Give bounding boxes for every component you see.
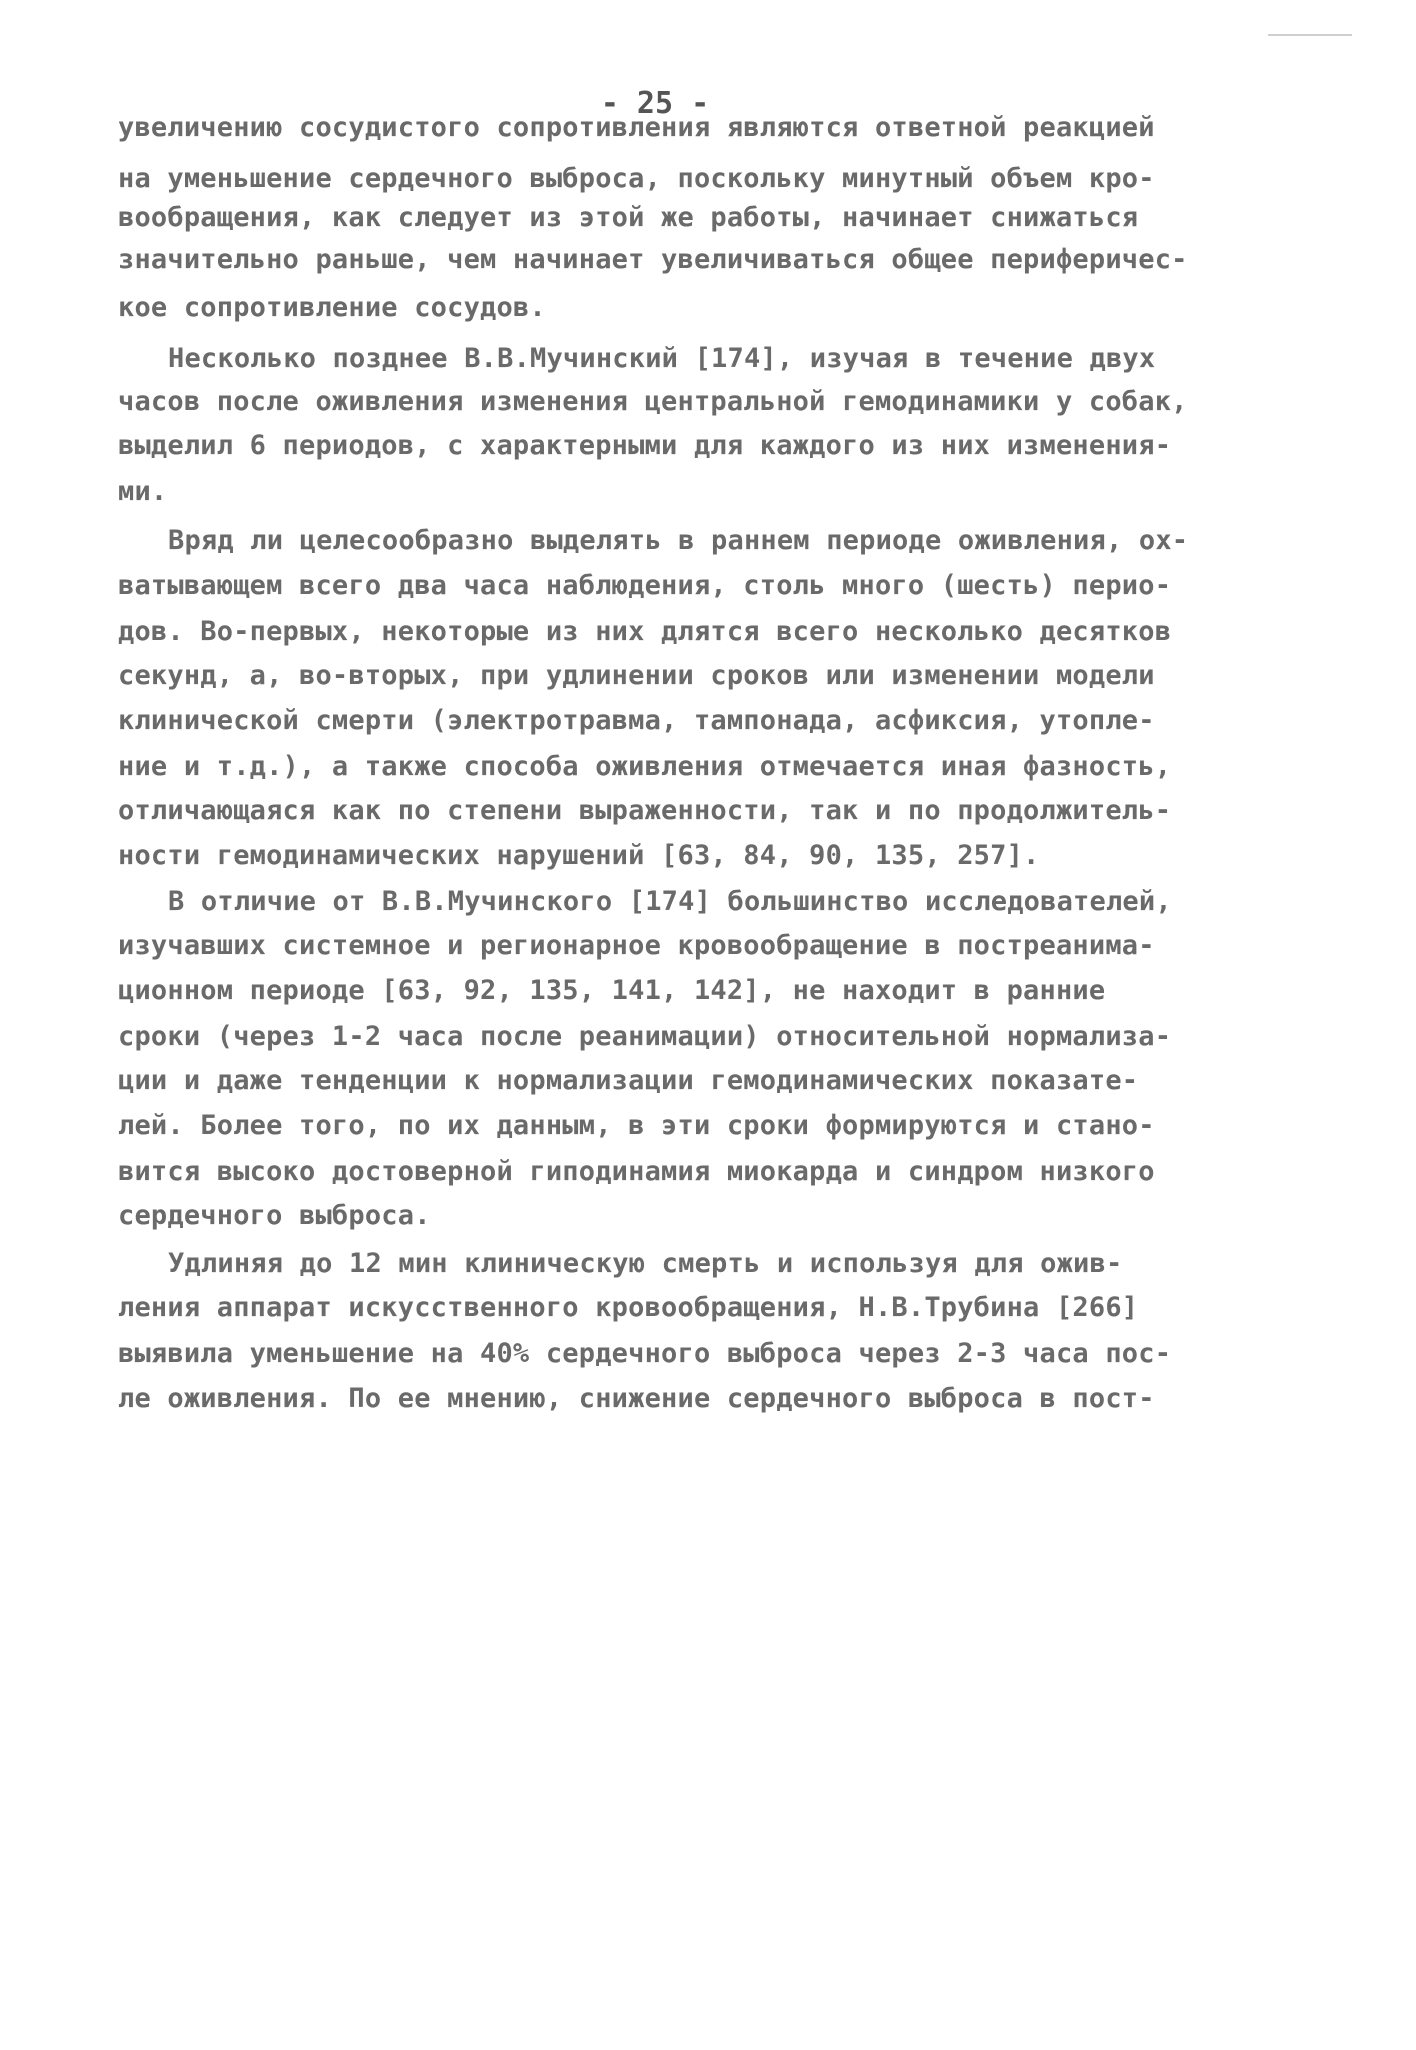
text-line: ности гемодинамических нарушений [63, 84, 90, 135, 257]. [118,840,1040,871]
text-line: Несколько позднее В.В.Мучинский [174], изучая в течение двух [168,343,1156,374]
text-line: сердечного выброса. [118,1200,431,1231]
text-line: ватывающем всего два часа наблюдения, столь много (шесть) перио- [118,570,1172,601]
text-line: В отличие от В.В.Мучинского [174] большинство исследователей, [168,886,1172,917]
text-line: ми. [118,476,168,507]
text-line: секунд, а, во-вторых, при удлинении сроков или изменении модели [118,660,1155,691]
text-line: вится высоко достоверной гиподинамия миокарда и синдром низкого [118,1156,1155,1187]
text-line: ции и даже тенденции к нормализации гемодинамических показате- [118,1065,1139,1096]
text-line: отличающаяся как по степени выраженности, так и по продолжитель- [118,795,1172,826]
text-line: ле оживления. По ее мнению, снижение сердечного выброса в пост- [118,1383,1155,1414]
text-line: на уменьшение сердечного выброса, поскольку минутный объем кро- [118,163,1155,194]
text-line: выделил 6 периодов, с характерными для каждого из них изменения- [118,430,1172,461]
text-line: клинической смерти (электротравма, тампонада, асфиксия, утопле- [118,705,1155,736]
text-line: выявила уменьшение на 40% сердечного выброса через 2-3 часа пос- [118,1338,1172,1369]
text-line: кое сопротивление сосудов. [118,292,546,323]
text-line: Удлиняя до 12 мин клиническую смерть и используя для ожив- [168,1248,1123,1279]
text-line: значительно раньше, чем начинает увеличиваться общее периферичес- [118,244,1188,275]
text-line: ционном периоде [63, 92, 135, 141, 142], не находит в ранние [118,975,1106,1006]
text-line: ления аппарат искусственного кровообращения, Н.В.Трубина [266] [118,1292,1139,1323]
text-line: Вряд ли целесообразно выделять в раннем периоде оживления, ох- [168,525,1189,556]
text-line: вообращения, как следует из этой же работы, начинает снижаться [118,202,1139,233]
text-line: лей. Более того, по их данным, в эти сроки формируются и стано- [118,1110,1155,1141]
text-line: ние и т.д.), а также способа оживления отмечается иная фазность, [118,751,1172,782]
text-line: сроки (через 1-2 часа после реанимации) относительной нормализа- [118,1021,1172,1052]
text-line: дов. Во-первых, некоторые из них длятся всего несколько десятков [118,616,1172,647]
page-number: - 25 - [600,86,710,121]
text-line: часов после оживления изменения центральной гемодинамики у собак, [118,386,1188,417]
text-line: увеличению сосудистого сопротивления являются ответной реакцией [118,112,1155,143]
text-line: изучавших системное и регионарное кровообращение в постреанима- [118,930,1155,961]
